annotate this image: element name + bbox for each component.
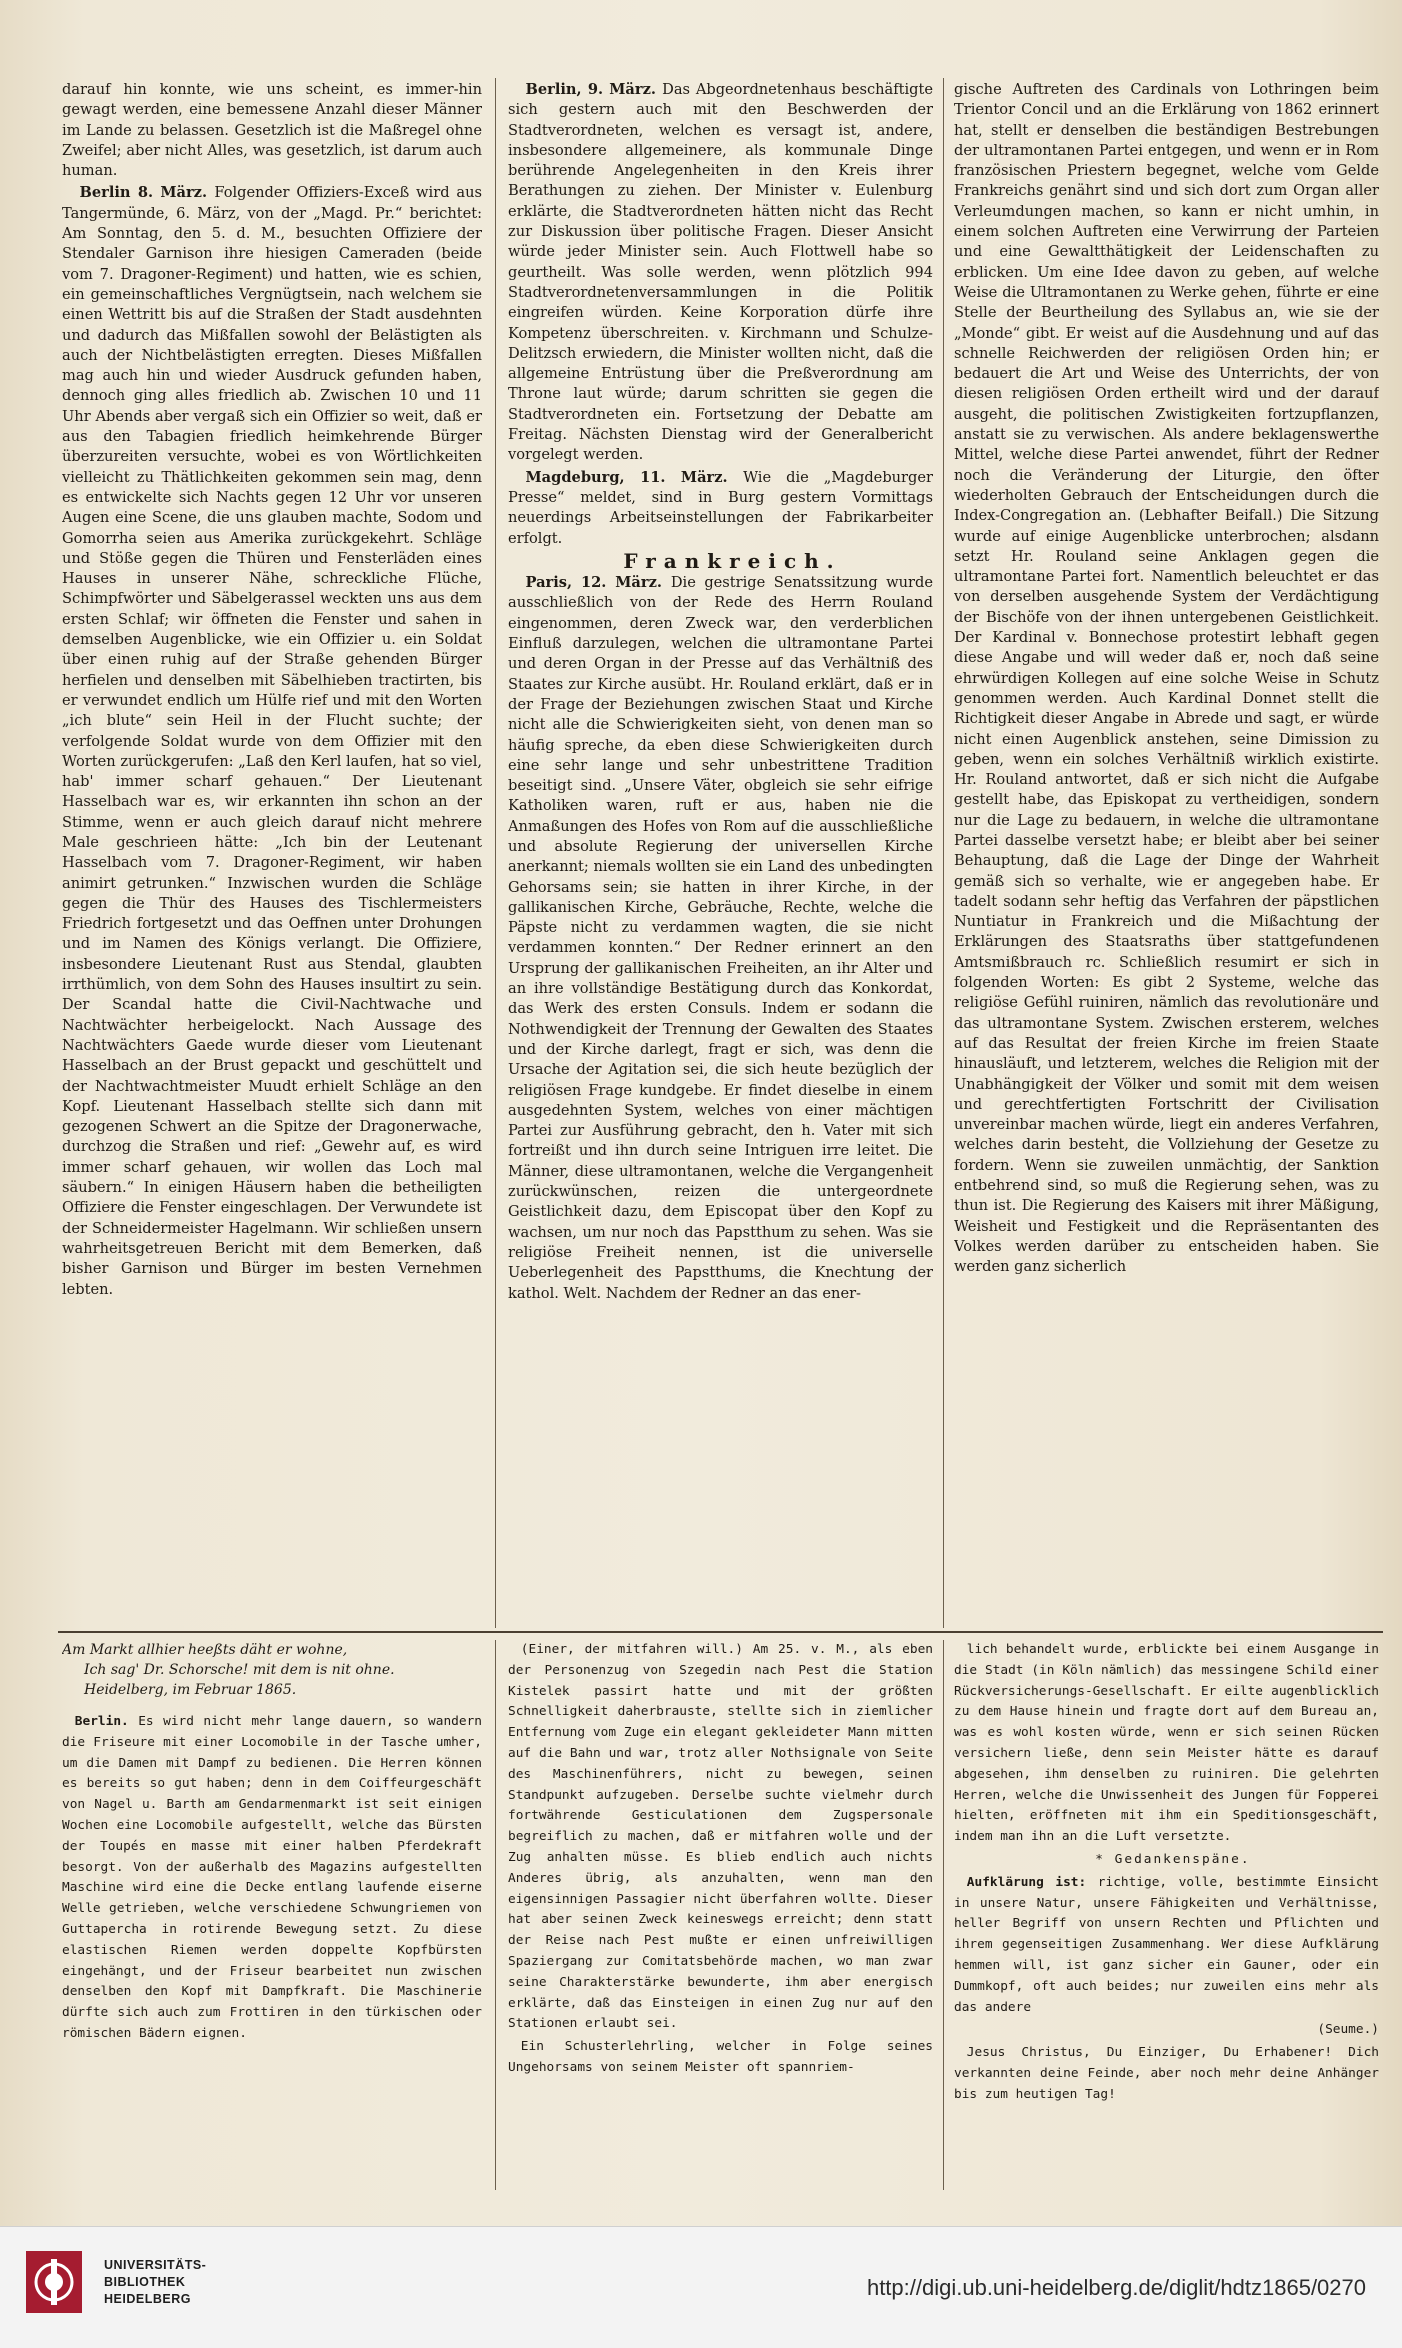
feuilleton-column-2 — [508, 1640, 933, 2190]
verse-line: Ich sag' Dr. Schorsche! mit dem is nit ohne. — [84, 1662, 395, 1678]
article-text: Folgender Offiziers-Exceß wird aus Tangermünde, 6. März, von der „Magd. Pr.“ berichtet: Am Sonntag, den 5. d. M., besuchten Offiziere der Stendaler Garnison ihre hiesigen Cameraden (beide vom 7. Dragoner-Regiment) und hatten, wie es schien, ein gemeinschaftliches Vergnügtsein, nach welchem sie einen Wettritt bis auf die Straßen der Stadt ausdehnten und dadurch das Mißfallen sowohl der Belästigten als auch der Nichtbelästigten erregten. Dieses Mißfallen mag auch hin und wieder Ausdruck gefunden haben, dennoch ging alles friedlich ab. Zwischen 10 und 11 Uhr Abends aber vergaß sich ein Offizier so weit, daß er aus den Tabagien friedlich heimkehrende Bürger überzureiten versuchte, wobei es von Wörtlichkeiten vielleicht zu Thätlichkeiten gekommen sein mag, denn es entwickelte sich Nachts gegen 12 Uhr vor unseren Augen eine Scene, die uns glauben machte, Sodom und Gomorrha seien aus Amerika zurückgekehrt. Schläge und Stöße gegen die Thüren und Fensterläden eines Hauses in unserer Nähe, schreckliche Flüche, Schimpfwörter und Säbelgerassel weckten uns aus dem ersten Schlaf; wir öffneten die Fenster und sahen in demselben Augenblicke, wie ein Offizier u. ein Soldat über einen ruhig auf der Straße gehenden Bürger herfielen und denselben mit Säbelhieben tractirten, bis er verwundet endlich um Hülfe rief und mit den Worten „ich blute“ sein Heil in der Flucht suchte; der verfolgende Soldat wurde von dem Offizier mit den Worten zurückgerufen: „Laß den Kerl laufen, hat so viel, hab' immer scharf gehauen.“ Der Lieutenant Hasselbach war es, wir erkannten ihn schon an der Stimme, wenn er auch gleich darauf nicht mehrere Male geschrieen hätte: „Ich bin der Leutenant Hasselbach vom 7. Dragoner-Regiment, wir haben animirt getrunken.“ Inzwischen wurden die Schläge gegen die Thür des Hauses des Tischlermeisters Friedrich fortgesetzt und das Oeffnen unter Drohungen und im Namen des Königs verlangt. Die Offiziere, insbesondere Lieutenant Rust aus Stendal, glaubten irrthümlich, von dem Sohn des Hauses insultirt zu sein. Der Scandal hatte die Civil-Nachtwache und Nachtwächter herbeigelockt. Nach Aussage des Nachtwächters Gaede wurde dieser vom Lieutenant Hasselbach an der Brust gepackt und geschüttelt und der Nachtwachtmeister Muudt erhielt Schläge an den Kopf. Lieutenant Hasselbach stellte sich dann mit gezogenen Schwert an die Spitze der Dragonerwache, durchzog die Straßen und rief: „Gewehr auf, es wird immer scharf gehauen, wir wollen das Loch mal säubern.“ In einigen Häusern haben die betheiligten Offiziere die Fenster eingeschlagen. Der Verwundete ist der Schneidermeister Hagelmann. Wir schließen unsern wahrheitsgetreuen Bericht mit dem Bemerken, daß bisher Garnison und Bürger im besten Vernehmen lebten. — [62, 184, 482, 1298]
aphorism-text: richtige, volle, bestimmte Einsicht in unsere Natur, unsere Fähigkeiten und Verhältnisse, heller Begriff von unsern Rechten und Pflichten und ihrem gegenseitigen Zusammenhang. Wer diese Aufklärung hemmen will, ist ganz sicher ein Gauner, oder ein Dummkopf, oft auch beides; nur zuweilen eins mehr als das andere — [954, 1874, 1379, 2015]
feuilleton-text — [62, 1712, 482, 2045]
article-paragraph — [508, 573, 933, 1304]
article-text: (Einer, der mitfahren will.) Am 25. v. M., als eben der Personenzug von Szegedin nach Pest die Station Kistelek passirt hatte und mit der größten Schnelligkeit daherbrauste, stellte sich in ziemlicher Entfernung vom Zuge ein elegant gekleideter Mann mitten auf die Bahn und war, trotz aller Nothsignale von Seite des Maschinenführers, nicht zu bewegen, seinen Standpunkt aufzugeben. Derselbe suchte vielmehr durch fortwährende Gesticulationen dem Zugspersonale begreiflich zu machen, daß er mitfahren wolle und der Zug anhalten müsse. Es blieb endlich auch nichts Anderes übrig, als anzuhalten, wenn man den eigensinnigen Passagier nicht überfahren wollte. Dieser hat aber seinen Zweck keineswegs erreicht; denn statt der Reise nach Pest mußte er einen unfreiwilligen Spaziergang zur Comitatsbehörde machen, wo man zwar seine Charakterstärke bewunderte, ihm aber energisch erklärte, daß das Einsteigen in einen Zug nur auf den Stationen erlaubt sei. — [508, 1642, 933, 2032]
column-divider — [495, 78, 496, 1628]
aphorism-text: Jesus Christus, Du Einziger, Du Erhabener! Dich verkannten deine Feinde, aber noch mehr deine Anhänger bis zum heutigen Tag! — [954, 2045, 1379, 2102]
article-paragraph — [508, 468, 933, 549]
column-divider — [495, 1640, 496, 2190]
column-1 — [62, 80, 482, 1625]
article-dateline: Paris, 12. März. — [525, 574, 671, 592]
article-dateline: Berlin, 9. März. — [525, 81, 663, 98]
article-paragraph — [62, 183, 482, 1299]
column-divider — [943, 1640, 944, 2190]
article-text: Es wird nicht mehr lange dauern, so wandern die Friseure mit einer Locomobile in der Tasche umher, um die Damen mit Dampf zu bedienen. Die Herren können es bereits so gut haben; denn in dem Coiffeurgeschäft von Nagel u. Barth am Gendarmenmarkt ist seit einigen Wochen eine Locomobile aufgestellt, welche das Bürsten der Toupés en masse mit einer halben Pferdekraft besorgt. Von der außerhalb des Magazins aufgestellten Maschine wird eine die Decke entlang laufende eiserne Welle getrieben, welche verschiedene Schwungriemen von Guttapercha in rotirende Bewegung setzt. Zu diese elastischen Riemen werden doppelte Kopfbürsten eingehängt, und der Friseur bearbeitet nun zwischen denselben den Kopf mit Dampfkraft. Die Maschinerie dürfte sich auch zum Frottiren in den türkischen oder römischen Bädern eignen. — [62, 1714, 482, 2041]
article-paragraph — [62, 80, 482, 181]
article-dateline: Berlin 8. März. — [79, 184, 215, 202]
column-2 — [508, 80, 933, 1625]
article-paragraph — [954, 80, 1379, 1278]
feuilleton-column-3 — [954, 1640, 1379, 2190]
feuilleton-text — [954, 1640, 1379, 1848]
article-dateline: Berlin. — [74, 1714, 139, 1729]
article-paragraph — [508, 2037, 933, 2079]
article-paragraph — [62, 1712, 482, 2045]
article-text: gische Auftreten des Cardinals von Lothringen beim Trientor Concil und an die Erklärung von 1862 erinnert hat, stellt er denselben die beständigen Bestrebungen der ultramontanen Partei entgegen, und wenn er in Rom französischen Priestern begegnet, welche vom Gelde Frankreichs genährt sind und sich dort zum Organ aller Verleumdungen machen, so kann er nicht umhin, in einem solchen Auftreten eine Verwirrung der Parteien und eine Gewaltthätigkeit der Leidenschaften zu erblicken. Um eine Idee davon zu geben, auf welche Weise die Ultramontanen zu Werke gehen, führte er eine Stelle der Beurtheilung des Syllabus an, wie sie der „Monde“ gibt. Er weist auf die Ausdehnung und auf das schnelle Reichwerden der religiösen Orden hin; er bedauert die Art und Weise des Unterrichts, der von diesen religiösen Orden ertheilt wird und der darauf ausgeht, die politischen Zwistigkeiten fortzupflanzen, anstatt sie zu verwischen. Als andere beklagenswerthe Mittel, welche diese Partei anwendet, führt der Redner noch die Veränderung der Liturgie, den öfter wiederholten Gebrauch der Entscheidungen durch die Index-Congregation an. (Lebhafter Beifall.) Die Sitzung wurde auf einige Augenblicke unterbrochen; alsdann setzt Hr. Rouland seine Anklagen gegen die ultramontane Partei fort. Namentlich beleuchtet er das von derselben ausgehende System der Verdächtigung der Bischöfe von der ihnen untergebenen Geistlichkeit. Der Kardinal v. Bonnechose protestirt lebhaft gegen diese Angabe und will weder daß er, noch daß seine ehrwürdigen Kollegen auf eine solche Weise in Schutz genommen werden. Auch Kardinal Donnet stellt die Richtigkeit dieser Angabe in Abrede und sagt, er würde nicht einen Augenblick anstehen, seine Dimission zu geben, wenn ein solches Verhältniß wirklich existirte. Hr. Rouland antwortet, daß er sich nicht die Aufgabe gestellt habe, das Episkopat zu vertheidigen, sondern nur die Lage zu bedauern, in welche die ultramontane Partei dasselbe versetzt habe; er bleibt aber bei seiner Behauptung, daß die Lage der Dinge der Wahrheit gemäß sich so verhalte, wie er angegeben habe. Er tadelt sodann sehr heftig das Verfahren der päpstlichen Nuntiatur in Frankreich und die Mißachtung der Erklärungen des Staatsraths über stattgefundenen Amtsmißbrauch rc. Schließlich resumirt er sich in folgenden Worten: Es gibt 2 Systeme, welche das religiöse Gefühl ruiniren, nämlich das revolutionäre und das ultramontane System. Zwischen ersterem, welches auf das Resultat der freien Kirche im freien Staate hinausläuft, und letzterem, welches die Religion mit der Unabhängigkeit der Völker und somit mit dem weisen und gerechtfertigten Fortschritt der Civilisation unvereinbar machen würde, liegt ein anderes Verfahren, welches darin besteht, die Vollziehung der Gesetze zu fordern. Wenn sie zuweilen unmächtig, der Sanktion entbehrend sind, so muß die Regierung sehen, was zu thun ist. Die Regierung des Kaisers mit ihrer Mäßigung, Weisheit und Festigkeit und die Repräsentanten des Volkes werden darüber zu entscheiden haben. Sie werden ganz sicherlich — [954, 81, 1379, 1276]
library-name — [104, 2257, 206, 2308]
library-name-line: BIBLIOTHEK — [104, 2275, 186, 2289]
section-heading: Frankreich. — [623, 548, 842, 573]
library-name-line: UNIVERSITÄTS- — [104, 2258, 207, 2272]
aphorism-lead: Aufklärung ist: — [966, 1874, 1098, 1890]
aphorism-attribution: (Seume.) — [1317, 2022, 1379, 2038]
feuilleton-separator-line — [58, 1631, 1383, 1633]
article-paragraph — [508, 80, 933, 466]
library-name-line: HEIDELBERG — [104, 2292, 191, 2306]
aphorism — [954, 1873, 1379, 2019]
article-text: Wie die „Magdeburger Presse“ meldet, sind in Burg gestern Vormittags neuerdings Arbeitseinstellungen der Fabrikarbeiter erfolgt. — [508, 468, 933, 547]
feuilleton-column-1 — [62, 1640, 482, 2190]
column-divider — [943, 78, 944, 1628]
article-text: lich behandelt wurde, erblickte bei einem Ausgange in die Stadt (in Köln nämlich) das messingene Schild einer Rückversicherungs-Gesellschaft. Er eilte augenblicklich zu dem Hause hinein und fragte dort auf dem Bureau an, was es wohl kosten würde, wenn er sich seinen Rücken versichern ließe, denn sein Meister hätte es darauf abgesehen, ihm denselben zu ruiniren. Die gelehrten Herren, welche die Unwissenheit des Jungen für Fopperei hielten, eröffneten mit ihm ein Speditionsgeschäft, indem man ihn an die Luft versetzte. — [954, 1642, 1379, 1845]
verse-line: Am Markt allhier heeßts däht er wohne, — [62, 1642, 348, 1658]
article-text: darauf hin konnte, wie uns scheint, es immer-hin gewagt werden, eine bemessene Anzahl dieser Männer im Lande zu belassen. Gesetzlich ist die Maßregel ohne Zweifel; aber nicht Alles, was gesetzlich, ist darum auch human. — [62, 81, 482, 180]
dialect-verse — [62, 1640, 482, 1700]
library-logo — [22, 2245, 212, 2325]
column-3 — [954, 80, 1379, 1625]
source-url-link[interactable]: http://digi.ub.uni-heidelberg.de/diglit/hdtz1865/0270 — [866, 2275, 1366, 2300]
verse-dateline: Heidelberg, im Februar 1865. — [84, 1682, 297, 1698]
aphorisms-heading: * Gedankenspäne. — [1095, 1851, 1251, 1867]
library-seal-icon — [22, 2245, 92, 2325]
aphorism — [954, 2043, 1379, 2105]
aphorisms — [954, 1873, 1379, 2106]
article-paragraph — [954, 1640, 1379, 1848]
article-paragraph — [508, 1640, 933, 2035]
article-text: Die gestrige Senatssitzung wurde ausschließlich von der Rede des Herrn Rouland eingenommen, deren Zweck war, den verderblichen Einfluß darzulegen, welchen die ultramontane Partei und deren Organ in der Presse auf das Verhältniß des Staates zur Kirche ausübt. Hr. Rouland erklärt, daß er in der Frage der Beziehungen zwischen Staat und Kirche nicht alle die Schwierigkeiten sieht, von denen man so häufig spreche, da eben diese Schwierigkeiten durch eine sehr lange und sehr unbestrittene Tradition beseitigt sind. „Unsere Väter, obgleich sie sehr eifrige Katholiken waren, ruft er aus, haben nie die Anmaßungen des Hofes von Rom auf die ausschließliche und absolute Regierung der universellen Kirche anerkannt; niemals wollten sie ein Land des unbedingten Gehorsams sein; sie hatten in ihrer Kirche, in der gallikanischen Kirche, Gebräuche, Rechte, welche die Päpste nicht zu verdammen wagten, die sie nicht verdammen konnten.“ Der Redner erinnert an den Ursprung der gallikanischen Freiheiten, an ihr Alter und an ihre vollständige Bestätigung durch das Konkordat, das Werk des ersten Consuls. Indem er sodann die Nothwendigkeit der Trennung der Gewalten des Staates und der Kirche darlegt, fragt er sich, was denn die Ursache der Agitation sei, die sich heute bezüglich der religiösen Frage kundgebe. Er findet dieselbe in einem ausgedehnten System, welches von einer mächtigen Partei zur Ausführung gebracht, den h. Vater mit sich fortreißt und ihn durch seine Intriguen irre leitet. Die Männer, diese ultramontanen, welche die Vergangenheit zurückwünschen, reizen die untergeordnete Geistlichkeit dazu, dem Episcopat über den Kopf zu wachsen, um nur noch das Papstthum zu sehen. Was sie religiöse Freiheit nennen, ist die universelle Ueberlegenheit des Papstthums, die Knechtung der kathol. Welt. Nachdem der Redner an das ener- — [508, 574, 933, 1302]
article-text: Ein Schusterlehrling, welcher in Folge seines Ungehorsams von seinem Meister oft spannriem- — [508, 2039, 933, 2075]
footer-bar — [0, 2226, 1402, 2348]
article-text: Das Abgeordnetenhaus beschäftigte sich gestern auch mit den Beschwerden der Stadtverordneten, welchen es versagt ist, andere, insbesondere allgemeinere, als kommunale Dinge berührende Angelegenheiten in den Kreis ihrer Berathungen zu ziehen. Der Minister v. Eulenburg erklärte, die Stadtverordneten hätten nicht das Recht zur Diskussion über politische Fragen. Dieser Ansicht würde jeder Minister sein. Auch Flottwell habe so geurtheilt. Was solle werden, wenn plötzlich 994 Stadtverordnetenversammlungen in die Politik eingreifen würden. Keine Korporation dürfe ihre Kompetenz überschreiten. v. Kirchmann und Schulze-Delitzsch erwiedern, die Minister wollten nicht, daß die allgemeine Entrüstung über die Preßverordnung am Throne laut würde; darum schritten sie gegen die Stadtverordneten ein. Fortsetzung der Debatte am Freitag. Nächsten Dienstag wird der Generalbericht vorgelegt werden. — [508, 81, 933, 464]
article-dateline: Magdeburg, 11. März. — [525, 468, 744, 486]
